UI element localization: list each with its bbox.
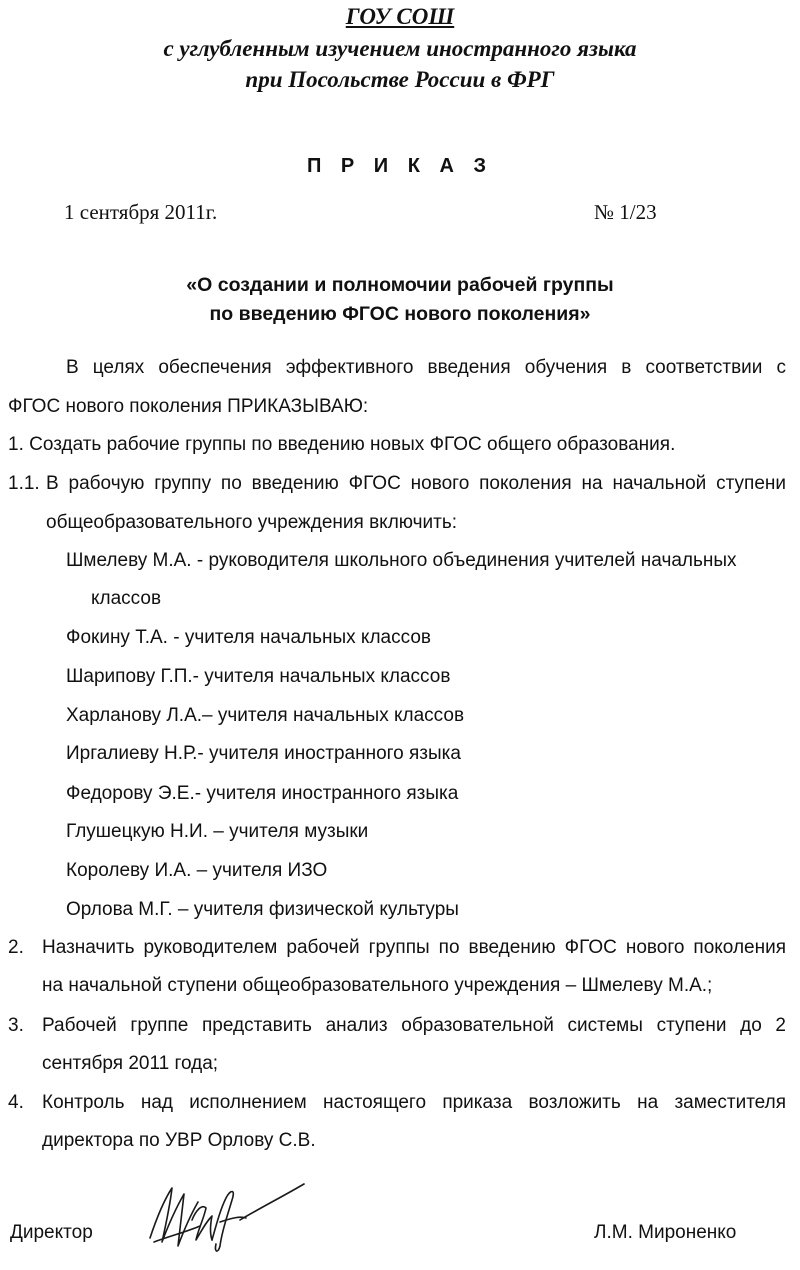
school-subtitle: с углубленным изучением иностранного языка [163, 36, 637, 61]
director-signature [140, 1160, 310, 1260]
member-item: Орлова М.Г. – учителя физической культуры [66, 899, 459, 920]
member-item: Иргалиеву Н.Р.- учителя иностранного языка [66, 743, 461, 764]
member-item: Фокину Т.А. - учителя начальных классов [66, 627, 431, 648]
preamble-line2: ФГОС нового поколения ПРИКАЗЫВАЮ: [8, 396, 369, 417]
order-subject-line1: «О создании и полномочии рабочей группы [186, 274, 614, 296]
item-2-line1: Назначить руководителем рабочей группы по введению ФГОС нового поколения [42, 937, 786, 958]
item-3-number: 3. [8, 1015, 24, 1036]
order-subject-line2: по введению ФГОС нового поколения» [209, 303, 591, 325]
member-item: Глушецкую Н.И. – учителя музыки [66, 821, 369, 842]
order-number: № 1/23 [594, 200, 657, 224]
item-1: 1. Создать рабочие группы по введению новых ФГОС общего образования. [8, 434, 676, 455]
item-4-line1: Контроль над исполнением настоящего приказа возложить на заместителя [42, 1092, 786, 1113]
item-4-line2: директора по УВР Орлову С.В. [42, 1130, 316, 1151]
member-item: Шмелеву М.А. - руководителя школьного объединения учителей начальных [66, 550, 737, 571]
item-4-number: 4. [8, 1092, 24, 1113]
item-1-1-number: 1.1. [8, 473, 40, 494]
order-title: П Р И К А З [306, 155, 494, 177]
item-2-number: 2. [8, 937, 24, 958]
preamble-line1: В целях обеспечения эффективного введения обучения в соответствии с [66, 357, 786, 378]
member-item: Шарипову Г.П.- учителя начальных классов [66, 666, 451, 687]
member-item: классов [91, 588, 162, 609]
order-date: 1 сентября 2011г. [64, 200, 218, 224]
item-2-line2: на начальной ступени общеобразовательного учреждения – Шмелеву М.А.; [42, 975, 713, 996]
member-item: Федорову Э.Е.- учителя иностранного языка [66, 783, 459, 804]
item-1-1-line2: общеобразовательного учреждения включить: [46, 512, 458, 533]
item-1-1-line1: В рабочую группу по введению ФГОС нового поколения на начальной ступени [46, 473, 786, 494]
item-3-line2: сентября 2011 года; [42, 1053, 219, 1074]
item-3-line1: Рабочей группе представить анализ образовательной системы ступени до 2 [42, 1015, 786, 1036]
signatory-name: Л.М. Мироненко [594, 1222, 737, 1243]
member-item: Харланову Л.А.– учителя начальных классов [66, 705, 465, 726]
member-item: Королеву И.А. – учителя ИЗО [66, 860, 328, 881]
school-location: при Посольстве России в ФРГ [245, 67, 555, 92]
signatory-position: Директор [10, 1222, 93, 1243]
school-name: ГОУ СОШ [345, 4, 455, 29]
